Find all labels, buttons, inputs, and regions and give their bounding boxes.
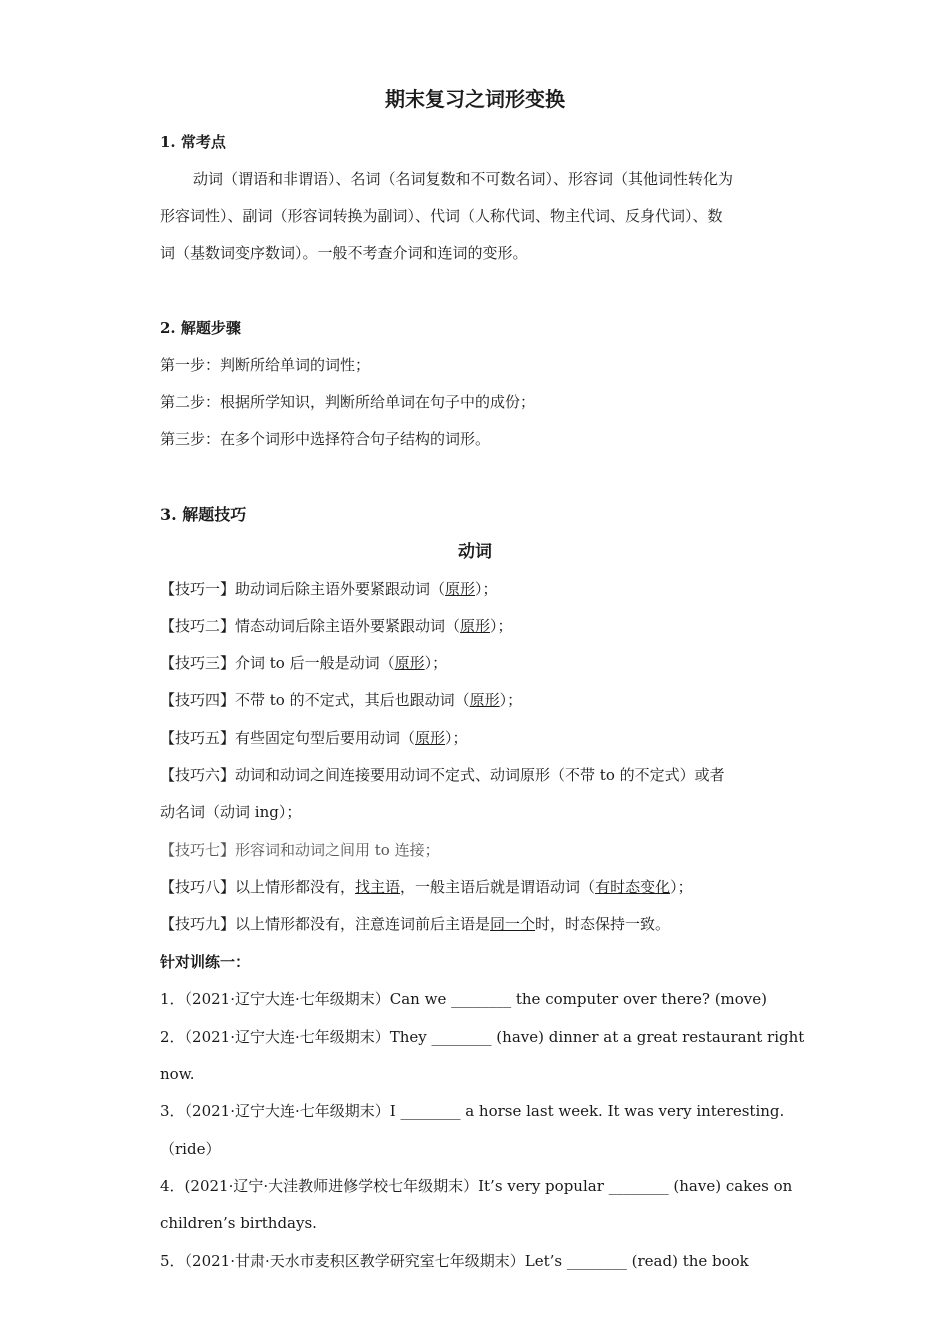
exercise-4: 4．(2021·辽宁·大洼教师进修学校七年级期末）It’s very popular ________ (have) cakes on (160, 1177, 793, 1195)
tip-text: ）； (445, 729, 468, 747)
tip-underline: 同一个 (490, 915, 536, 933)
section-2-heading: 2. 解题步骤 (160, 319, 241, 337)
section-1-heading: 1. 常考点 (160, 133, 226, 151)
tip-text: ）； (670, 878, 693, 896)
tip-text: 动词和动词之间连接要用动词不定式、动词原形（不带 to 的不定式）或者 (235, 766, 725, 784)
tip-text: 形容词和动词之间用 to 连接； (235, 841, 440, 859)
exercise-2: 2．（2021·辽宁大连·七年级期末）They ________ (have) dinner at a great restaurant right (160, 1028, 805, 1046)
exercise-5: 5．（2021·甘肃·天水市麦积区教学研究室七年级期末）Let’s ________ (read) the book (160, 1252, 749, 1270)
tip-label: 【技巧七】 (160, 841, 236, 859)
tip-8 (160, 877, 800, 897)
tip-underline: 有时态变化 (595, 878, 671, 896)
section-3-heading: 3. 解题技巧 (160, 505, 247, 524)
tip-label: 【技巧九】 (160, 915, 236, 933)
tip-label: 【技巧三】 (160, 654, 236, 672)
exercise-4-continued: children’s birthdays. (160, 1214, 317, 1232)
tip-label: 【技巧八】 (160, 878, 236, 896)
tip-underline: 原形 (460, 617, 491, 635)
tip-text: ）； (475, 580, 498, 598)
tip-text: 情态动词后除主语外要紧跟动词（ (235, 617, 461, 635)
tip-underline: 原形 (469, 691, 500, 709)
tip-1 (160, 579, 800, 599)
tip-label: 【技巧四】 (160, 691, 236, 709)
tip-label: 【技巧一】 (160, 580, 236, 598)
exercise-3: 3．（2021·辽宁大连·七年级期末）I ________ a horse last week. It was very interesting. (160, 1102, 785, 1120)
tip-text: ）； (499, 691, 523, 709)
tip-label: 【技巧六】 (160, 766, 236, 784)
tip-underline: 原形 (445, 580, 476, 598)
tip-underline: 原形 (415, 729, 446, 747)
exercise-1: 1．（2021·辽宁大连·七年级期末）Can we ________ the computer over there? (move) (160, 990, 768, 1008)
tip-text: 以上情形都没有， (235, 878, 356, 896)
tip-text: ）； (490, 617, 513, 635)
page-title: 期末复习之词形变换 (385, 87, 565, 111)
tip-underline: 找主语 (355, 878, 401, 896)
exercise-3-continued: （ride） (160, 1140, 221, 1158)
tip-underline: 原形 (394, 654, 425, 672)
exercise-2-continued: now. (160, 1065, 195, 1083)
section-1-line: 词（基数词变序数词）。一般不考查介词和连词的变形。 (160, 244, 528, 262)
tip-text: 不带 to 的不定式，其后也跟动词（ (235, 691, 470, 709)
tip-text: 助动词后除主语外要紧跟动词（ (235, 580, 446, 598)
tip-4 (160, 690, 800, 710)
tip-label: 【技巧五】 (160, 729, 236, 747)
tip-5 (160, 728, 800, 748)
tip-2 (160, 616, 800, 636)
tip-6 (160, 765, 800, 785)
tip-label: 【技巧二】 (160, 617, 236, 635)
step-1: 第一步：判断所给单词的词性； (160, 356, 371, 374)
tip-text: 介词 to 后一般是动词（ (235, 654, 395, 672)
practice-heading: 针对训练一： (160, 953, 251, 971)
verb-subheading: 动词 (458, 542, 492, 562)
tip-text: 时，时态保持一致。 (535, 915, 671, 933)
tip-text: ）； (424, 654, 448, 672)
section-1-line: 动词（谓语和非谓语）、名词（名词复数和不可数名词）、形容词（其他词性转化为 (193, 170, 734, 188)
tip-text: 有些固定句型后要用动词（ (235, 729, 416, 747)
tip-9 (160, 914, 800, 934)
tip-text: 以上情形都没有，注意连词前后主语是 (235, 915, 491, 933)
step-3: 第三步：在多个词形中选择符合句子结构的词形。 (160, 430, 491, 448)
tip-6-continued: 动名词（动词 ing）； (160, 803, 302, 821)
step-2: 第二步：根据所学知识，判断所给单词在句子中的成份； (160, 393, 536, 411)
tip-7 (160, 840, 800, 860)
section-1-line: 形容词性）、副词（形容词转换为副词）、代词（人称代词、物主代词、反身代词）、数 (160, 207, 723, 225)
tip-3 (160, 653, 800, 673)
tip-text: ，一般主语后就是谓语动词（ (400, 878, 596, 896)
